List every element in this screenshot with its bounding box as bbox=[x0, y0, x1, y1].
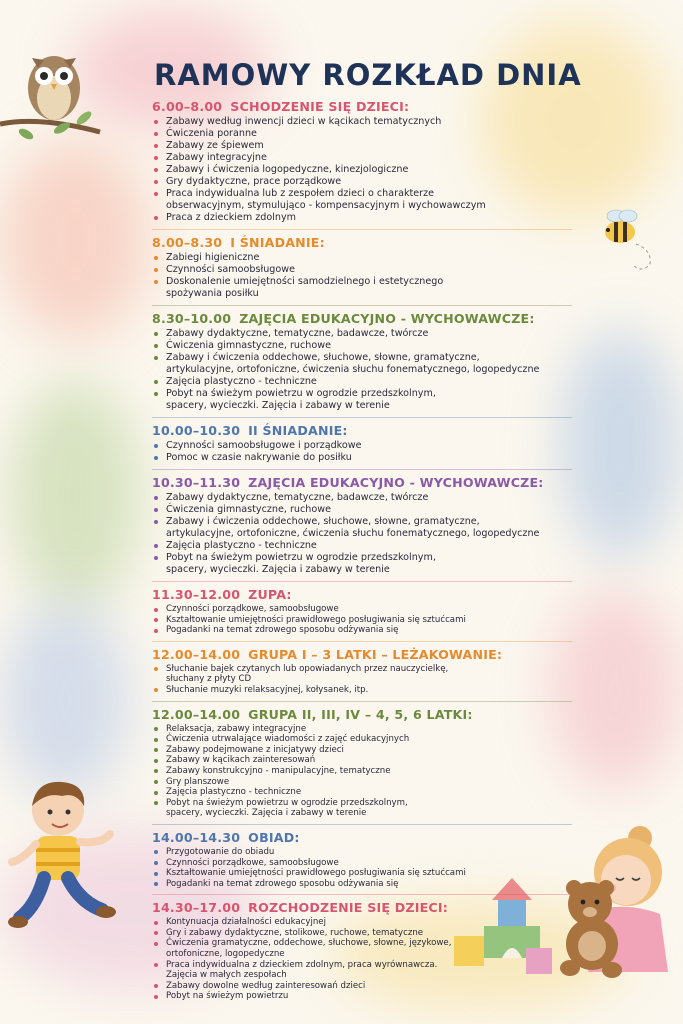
activity-text: Zajęcia plastyczno - techniczne bbox=[166, 540, 317, 551]
activity-item bbox=[152, 252, 572, 264]
page-title: RAMOWY ROZKŁAD DNIA bbox=[154, 58, 582, 92]
activity-item bbox=[152, 340, 572, 352]
activity-item bbox=[152, 615, 572, 626]
activity-item bbox=[152, 928, 572, 939]
activity-item bbox=[152, 376, 572, 388]
activity-text-continuation: artykulacyjne, ortofoniczne, ćwiczenia słuchu fonematycznego, logopedyczne bbox=[166, 528, 540, 539]
activity-list bbox=[152, 252, 572, 300]
activity-item bbox=[152, 452, 572, 464]
activity-text: Ćwiczenia poranne bbox=[166, 128, 257, 139]
section-time: 12.00–14.00 bbox=[152, 706, 241, 722]
activity-text: Praca z dzieckiem zdolnym bbox=[166, 212, 296, 223]
section-heading bbox=[152, 98, 572, 115]
schedule-section bbox=[152, 894, 572, 1002]
schedule-section bbox=[152, 701, 572, 819]
activity-text: Zabawy i ćwiczenia logopedyczne, kinezjologiczne bbox=[166, 164, 409, 175]
section-name: ROZCHODZENIE SIĘ DZIECI: bbox=[248, 900, 448, 916]
section-divider bbox=[152, 581, 572, 582]
activity-item bbox=[152, 276, 572, 300]
activity-text: Pobyt na świeżym powietrzu bbox=[166, 991, 289, 1002]
activity-item bbox=[152, 328, 572, 340]
section-time: 12.00–14.00 bbox=[152, 646, 241, 662]
activity-item bbox=[152, 766, 572, 777]
section-time: 8.30–10.00 bbox=[152, 311, 232, 326]
activity-text: Czynności samoobsługowe i porządkowe bbox=[166, 440, 362, 451]
activity-text: Zabiegi higieniczne bbox=[166, 252, 260, 263]
activity-text: Ćwiczenia gimnastyczne, ruchowe bbox=[166, 340, 331, 351]
activity-list bbox=[152, 328, 572, 412]
section-heading bbox=[152, 586, 572, 603]
section-time: 14.30–17.00 bbox=[152, 900, 241, 916]
activity-text: Pobyt na świeżym powietrzu w ogrodzie przedszkolnym, bbox=[166, 552, 436, 563]
activity-text-continuation: spacery, wycieczki. Zajęcia i zabawy w terenie bbox=[166, 808, 367, 819]
activity-item bbox=[152, 516, 572, 540]
section-time: 10.00–10.30 bbox=[152, 423, 241, 438]
activity-list bbox=[152, 604, 572, 636]
activity-text: Zabawy i ćwiczenia oddechowe, słuchowe, słowne, gramatyczne, bbox=[166, 516, 480, 527]
activity-item bbox=[152, 352, 572, 376]
activity-item bbox=[152, 847, 572, 858]
activity-item bbox=[152, 540, 572, 552]
activity-item bbox=[152, 176, 572, 188]
activity-item bbox=[152, 798, 572, 819]
activity-list bbox=[152, 917, 572, 1002]
schedule-section bbox=[152, 229, 572, 300]
section-name: SCHODZENIE SIĘ DZIECI: bbox=[230, 99, 410, 114]
activity-text-continuation: artykulacyjne, ortofoniczne, ćwiczenia słuchu fonematycznego, logopedyczne bbox=[166, 364, 540, 375]
section-divider bbox=[152, 305, 572, 306]
activity-text-continuation: spacery, wycieczki. Zajęcia i zabawy w terenie bbox=[166, 564, 390, 575]
activity-item bbox=[152, 664, 572, 685]
activity-text: Zabawy konstrukcyjno - manipulacyjne, tematyczne bbox=[166, 765, 391, 776]
section-divider bbox=[152, 469, 572, 470]
activity-text: Ćwiczenia gimnastyczne, ruchowe bbox=[166, 504, 331, 515]
activity-text: Zajęcia plastyczno - techniczne bbox=[166, 787, 302, 798]
activity-text: Zabawy dydaktyczne, tematyczne, badawcze, twórcze bbox=[166, 492, 429, 503]
activity-item bbox=[152, 212, 572, 224]
activity-item bbox=[152, 440, 572, 452]
activity-item bbox=[152, 264, 572, 276]
activity-item bbox=[152, 787, 572, 798]
activity-item bbox=[152, 685, 572, 696]
activity-text: Pobyt na świeżym powietrzu w ogrodzie przedszkolnym, bbox=[166, 797, 408, 808]
activity-text: Praca indywidualna lub z zespołem dzieci o charakterze bbox=[166, 188, 435, 199]
activity-item bbox=[152, 152, 572, 164]
activity-item bbox=[152, 991, 572, 1002]
activity-text: Zabawy i ćwiczenia oddechowe, słuchowe, słowne, gramatyczne, bbox=[166, 352, 480, 363]
activity-text: Zabawy ze śpiewem bbox=[166, 140, 264, 151]
section-heading bbox=[152, 474, 572, 491]
activity-item bbox=[152, 755, 572, 766]
activity-text-continuation: słuchany z płyty CD bbox=[166, 674, 252, 685]
activity-text: Zabawy w kącikach zainteresowań bbox=[166, 755, 316, 766]
schedule-section bbox=[152, 581, 572, 636]
activity-text: Czynności porządkowe, samoobsługowe bbox=[166, 857, 339, 868]
section-heading bbox=[152, 310, 572, 327]
schedule-section bbox=[152, 305, 572, 412]
activity-text: Kształtowanie umiejętności prawidłowego posługiwania się sztućcami bbox=[166, 868, 466, 879]
activity-item bbox=[152, 504, 572, 516]
activity-item bbox=[152, 734, 572, 745]
section-time: 8.00–8.30 bbox=[152, 235, 223, 250]
section-heading bbox=[152, 422, 572, 439]
watercolor-wash bbox=[10, 380, 140, 610]
activity-text: Czynności samoobsługowe bbox=[166, 264, 295, 275]
activity-text: Zabawy integracyjne bbox=[166, 152, 267, 163]
section-name: OBIAD: bbox=[248, 829, 300, 845]
activity-list bbox=[152, 116, 572, 224]
section-heading bbox=[152, 234, 572, 251]
activity-item bbox=[152, 140, 572, 152]
activity-list bbox=[152, 492, 572, 576]
section-name: ZUPA: bbox=[248, 587, 292, 602]
activity-item bbox=[152, 745, 572, 756]
section-time: 14.00–14.30 bbox=[152, 829, 241, 845]
activity-item bbox=[152, 868, 572, 879]
activity-list bbox=[152, 440, 572, 464]
activity-text: Słuchanie bajek czytanych lub opowiadanych przez nauczycielkę, bbox=[166, 663, 449, 674]
schedule-section bbox=[152, 469, 572, 576]
activity-item bbox=[152, 938, 572, 959]
schedule-section bbox=[152, 98, 572, 224]
activity-item bbox=[152, 858, 572, 869]
activity-text: Praca indywidualna z dzieckiem zdolnym, praca wyrównawcza. bbox=[166, 959, 438, 970]
activity-text: Zabawy dydaktyczne, tematyczne, badawcze, twórcze bbox=[166, 328, 429, 339]
activity-item bbox=[152, 552, 572, 576]
activity-text: Pomoc w czasie nakrywanie do posiłku bbox=[166, 452, 352, 463]
section-divider bbox=[152, 701, 572, 702]
activity-text: Kształtowanie umiejętności prawidłowego posługiwania się sztućcami bbox=[166, 614, 466, 625]
section-divider bbox=[152, 229, 572, 230]
section-divider bbox=[152, 894, 572, 895]
activity-text: Kontynuacja działalności edukacyjnej bbox=[166, 917, 326, 928]
activity-item bbox=[152, 981, 572, 992]
section-divider bbox=[152, 417, 572, 418]
schedule-section bbox=[152, 824, 572, 889]
activity-item bbox=[152, 116, 572, 128]
activity-text: Czynności porządkowe, samoobsługowe bbox=[166, 604, 339, 614]
activity-text: Pogadanki na temat zdrowego sposobu odżywania się bbox=[166, 625, 399, 636]
section-heading bbox=[152, 899, 572, 916]
activity-text-continuation: Zajęcia w małych zespołach bbox=[166, 970, 287, 981]
activity-text: Pobyt na świeżym powietrzu w ogrodzie przedszkolnym, bbox=[166, 388, 436, 399]
activity-item bbox=[152, 388, 572, 412]
activity-text-continuation: obserwacyjnym, stymulująco - kompensacyjnym i wychowawczym bbox=[166, 200, 486, 211]
section-name: I ŚNIADANIE: bbox=[230, 235, 325, 250]
activity-item bbox=[152, 128, 572, 140]
activity-item bbox=[152, 625, 572, 636]
activity-text-continuation: spożywania posiłku bbox=[166, 288, 259, 299]
section-time: 10.30–11.30 bbox=[152, 475, 241, 490]
activity-text: Zabawy dowolne według zainteresowań dzieci bbox=[166, 980, 366, 991]
section-time: 6.00–8.00 bbox=[152, 99, 223, 114]
activity-text: Doskonalenie umiejętności samodzielnego i estetycznego bbox=[166, 276, 444, 287]
section-name: GRUPA II, III, IV – 4, 5, 6 LATKI: bbox=[248, 706, 473, 722]
schedule-section bbox=[152, 417, 572, 464]
activity-item bbox=[152, 917, 572, 928]
activity-item bbox=[152, 492, 572, 504]
activity-item bbox=[152, 604, 572, 615]
section-time: 11.30–12.00 bbox=[152, 587, 241, 602]
section-name: II ŚNIADANIE: bbox=[248, 423, 348, 438]
bee-icon bbox=[592, 204, 664, 276]
section-divider bbox=[152, 824, 572, 825]
activity-item bbox=[152, 724, 572, 735]
section-heading bbox=[152, 829, 572, 846]
section-divider bbox=[152, 641, 572, 642]
section-name: ZAJĘCIA EDUKACYJNO - WYCHOWAWCZE: bbox=[248, 475, 544, 490]
activity-item bbox=[152, 188, 572, 212]
schedule-sections bbox=[152, 98, 572, 1002]
activity-text: Pogadanki na temat zdrowego sposobu odżywania się bbox=[166, 878, 399, 889]
section-name: ZAJĘCIA EDUKACYJNO - WYCHOWAWCZE: bbox=[239, 311, 535, 326]
activity-text: Ćwiczenia gramatyczne, oddechowe, słuchowe, słowne, językowe, bbox=[166, 938, 452, 949]
activity-text: Zabawy według inwencji dzieci w kącikach tematycznych bbox=[166, 116, 442, 127]
section-heading bbox=[152, 646, 572, 663]
activity-text: Relaksacja, zabawy integracyjne bbox=[166, 723, 307, 734]
activity-list bbox=[152, 664, 572, 696]
activity-text-continuation: spacery, wycieczki. Zajęcia i zabawy w terenie bbox=[166, 400, 390, 411]
activity-item bbox=[152, 164, 572, 176]
activity-text: Przygotowanie do obiadu bbox=[166, 846, 275, 857]
activity-text: Gry dydaktyczne, prace porządkowe bbox=[166, 176, 342, 187]
schedule-page bbox=[128, 44, 582, 1004]
watercolor-wash bbox=[560, 330, 680, 560]
owl-icon bbox=[0, 36, 110, 146]
activity-text: Gry planszowe bbox=[166, 776, 230, 787]
activity-text: Gry i zabawy dydaktyczne, stolikowe, ruchowe, tematyczne bbox=[166, 927, 424, 938]
activity-text: Zajęcia plastyczno - techniczne bbox=[166, 376, 317, 387]
section-heading bbox=[152, 706, 572, 723]
activity-list bbox=[152, 847, 572, 889]
activity-text-continuation: ortofoniczne, logopedyczne bbox=[166, 949, 285, 960]
activity-list bbox=[152, 724, 572, 819]
activity-text: Słuchanie muzyki relaksacyjnej, kołysanek, itp. bbox=[166, 684, 369, 695]
activity-item bbox=[152, 879, 572, 890]
boy-icon bbox=[6, 770, 126, 940]
activity-text: Zabawy podejmowane z inicjatywy dzieci bbox=[166, 744, 344, 755]
activity-item bbox=[152, 777, 572, 788]
activity-text: Ćwiczenia utrwalające wiadomości z zajęć edukacyjnych bbox=[166, 734, 410, 745]
activity-item bbox=[152, 960, 572, 981]
schedule-section bbox=[152, 641, 572, 696]
section-name: GRUPA I – 3 LATKI – LEŻAKOWANIE: bbox=[248, 646, 503, 662]
